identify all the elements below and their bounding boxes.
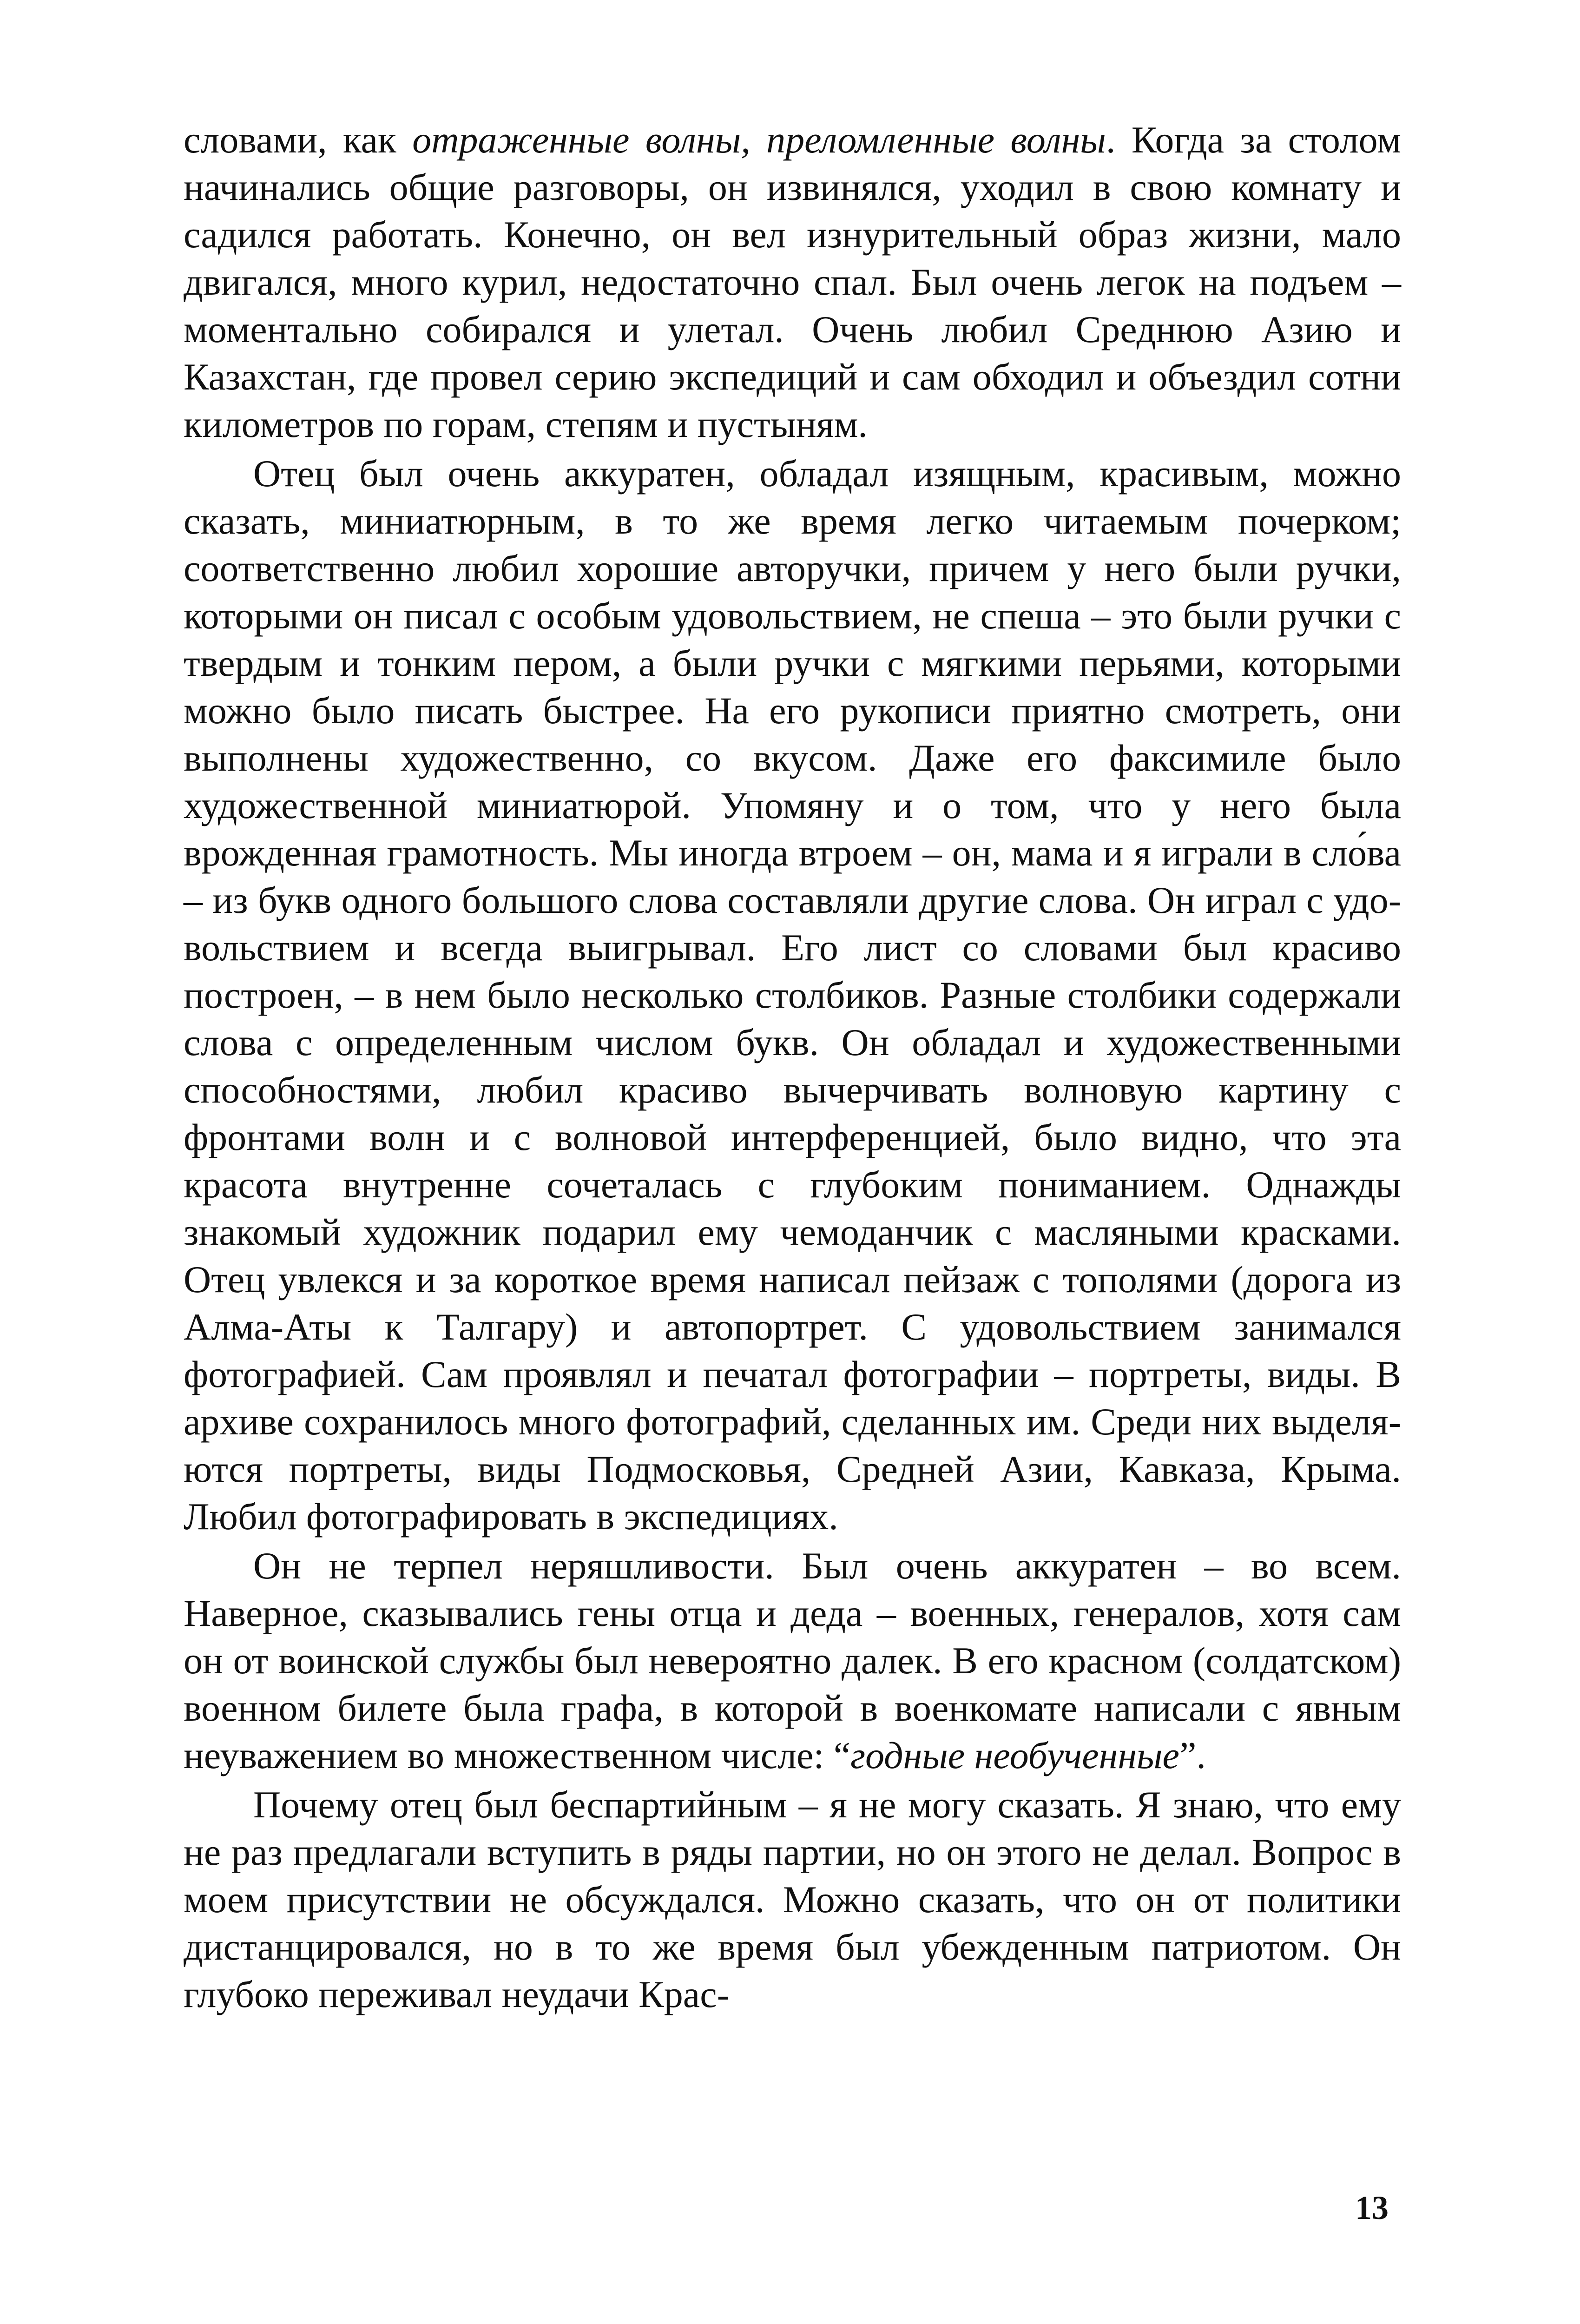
page-number: 13 xyxy=(1355,2189,1389,2226)
paragraph-3 xyxy=(184,1542,1401,1779)
italic-text-run: годные необученные xyxy=(850,1734,1179,1776)
body-text xyxy=(184,116,1401,2018)
text-run: словами, как xyxy=(184,119,413,161)
text-run: Отец был очень аккуратен, обладал изящным, красивым, можно сказать, миниатюрным, в то же время легко читаемым почерком; соответственно любил хорошие авторучки, причем у него были ручки, которыми он писал с особым удовольствием, не спеша – это были ручки с твердым и тонким пером, а были ручки с мягкими перьями, которыми можно было писать быстрее. На его рукописи приятно смотреть, они выполнены художественно, со вкусом. Даже его факсимиле было художественной миниатюрой. Упомяну и о том, что у него была врожденная грамотность. Мы иногда втроем – он, мама и я играли в сло́ва – из букв одного большого слова составляли другие слова. Он играл с удовольствием и всегда выигрывал. Его лист со словами был красиво построен, – в нем было несколько столбиков. Разные столбики содержали слова с определенным числом букв. Он обладал и художественными способностями, любил красиво вычерчивать волновую картину с фронтами волн и с волновой интерференцией, было видно, что эта красота внутренне сочеталась с глубоким пониманием. Однажды знакомый художник подарил ему чемоданчик с масляными красками. Отец увлекся и за короткое время написал пейзаж с тополями (дорога из Алма-Аты к Талгару) и автопортрет. С удовольствием занимался фотографией. Сам проявлял и печатал фотографии – портреты, виды. В архиве сохранилось много фотографий, сделанных им. Среди них выделяются портреты, виды Подмосковья, Средней Азии, Кавказа, Крыма. Любил фотографировать в экспедициях. xyxy=(184,452,1401,1538)
book-page xyxy=(184,116,1401,2161)
italic-text-run: отраженные волны, преломленные волны xyxy=(412,119,1106,161)
text-run: Он не терпел неряшливости. Был очень аккуратен – во всем. Наверное, сказывались гены отца и деда – военных, генералов, хотя сам он от воинской службы был невероятно далек. В его красном (солдатском) военном билете была графа, в которой в военкомате написали с явным неуважением во множественном числе: “ xyxy=(184,1545,1401,1776)
paragraph-2 xyxy=(184,450,1401,1540)
paragraph-4 xyxy=(184,1781,1401,2018)
text-run: Почему отец был беспартийным – я не могу сказать. Я знаю, что ему не раз предлагали вступить в ряды партии, но он этого не делал. Вопрос в моем присутствии не обсуждался. Можно сказать, что он от политики дистанцировался, но в то же время был убежденным патриотом. Он глубоко переживал неудачи Крас- xyxy=(184,1783,1401,2015)
paragraph-1 xyxy=(184,116,1401,448)
text-run: ”. xyxy=(1179,1734,1206,1776)
text-run: . Когда за столом начинались общие разговоры, он извинялся, уходил в свою комнату и садился работать. Конечно, он вел изнурительный образ жизни, мало двигался, много курил, недостаточно спал. Был очень легок на подъем – моментально собирался и улетал. Очень любил Среднюю Азию и Казахстан, где провел серию экспедиций и сам обходил и объездил сотни километров по горам, степям и пустыням. xyxy=(184,119,1401,445)
